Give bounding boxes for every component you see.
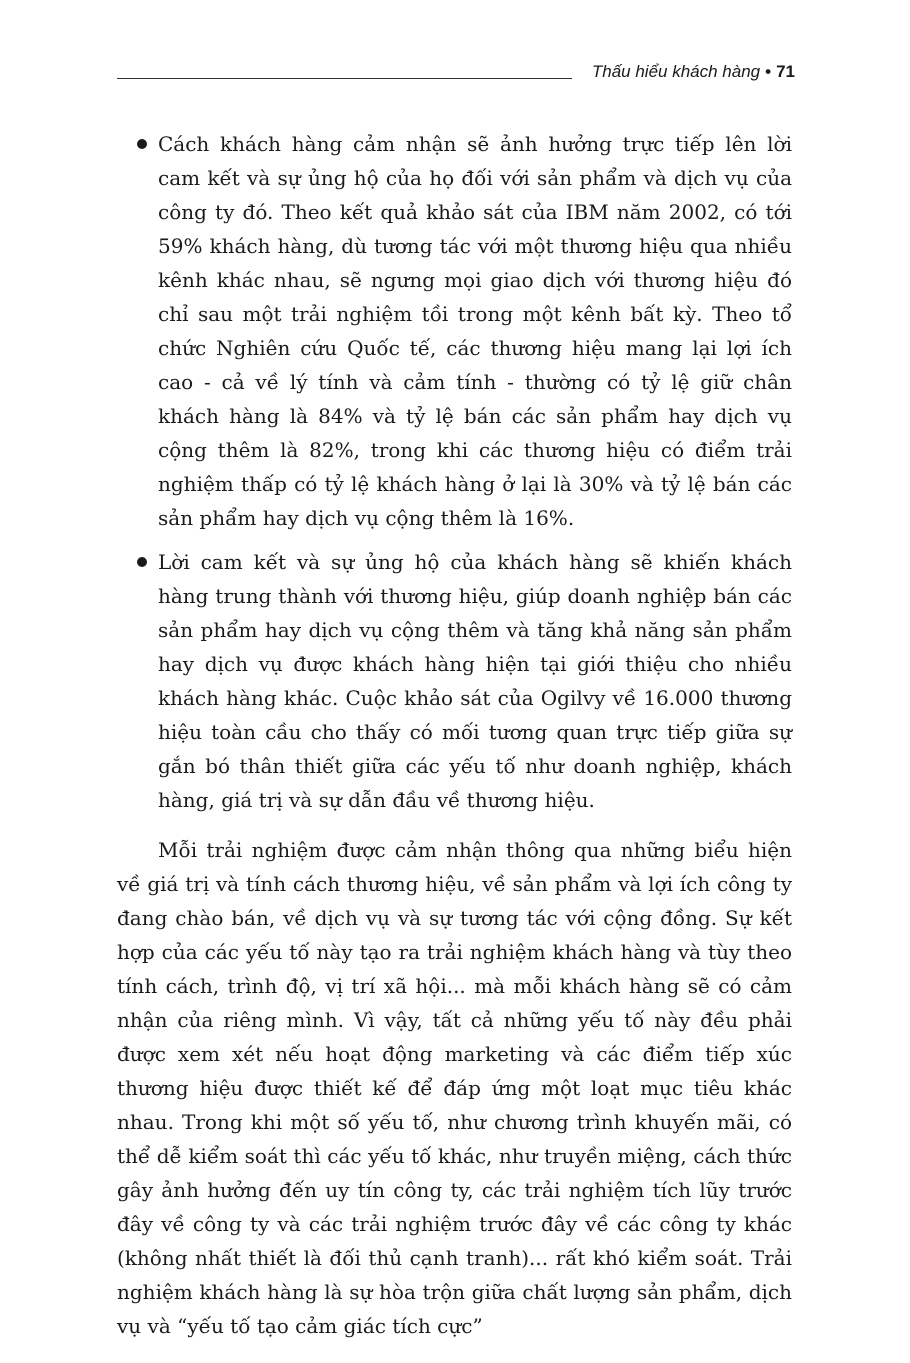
header-separator: • [765, 62, 772, 81]
bullet-icon [137, 139, 147, 149]
bullet-item-1 [117, 127, 792, 535]
running-header [117, 60, 795, 90]
body-paragraph: Mỗi trải nghiệm được cảm nhận thông qua những biểu hiện về giá trị và tính cách thương hiệu, về sản phẩm và lợi ích công ty đang chào bán, về dịch vụ và sự tương tác với cộng đồng. Sự kết hợp của các yếu tố này tạo ra trải nghiệm khách hàng và tùy theo tính cách, trình độ, vị trí xã hội... mà mỗi khách hàng sẽ có cảm nhận của riêng mình. Vì vậy, tất cả những yếu tố này đều phải được xem xét nếu hoạt động marketing và các điểm tiếp xúc thương hiệu được thiết kế để đáp ứng một loạt mục tiêu khác nhau. Trong khi một số yếu tố, như chương trình khuyến mãi, có thể dễ kiểm soát thì các yếu tố khác, như truyền miệng, cách thức gây ảnh hưởng đến uy tín công ty, các trải nghiệm tích lũy trước đây về công ty và các trải nghiệm trước đây về các công ty khác (không nhất thiết là đối thủ cạnh tranh)... rất khó kiểm soát. Trải nghiệm khách hàng là sự hòa trộn giữa chất lượng sản phẩm, dịch vụ và “yếu tố tạo cảm giác tích cực” [117, 838, 792, 1338]
bullet-text: Lời cam kết và sự ủng hộ của khách hàng sẽ khiến khách hàng trung thành với thương hiệu, giúp doanh nghiệp bán các sản phẩm hay dịch vụ cộng thêm và tăng khả năng sản phẩm hay dịch vụ được khách hàng hiện tại giới thiệu cho nhiều khách hàng khác. Cuộc khảo sát của Ogilvy về 16.000 thương hiệu toàn cầu cho thấy có mối tương quan trực tiếp giữa sự gắn bó thân thiết giữa các yếu tố như doanh nghiệp, khách hàng, giá trị và sự dẫn đầu về thương hiệu. [158, 550, 792, 812]
bullet-icon [137, 557, 147, 567]
header-title: Thấu hiểu khách hàng [591, 62, 761, 81]
bullet-list [117, 127, 792, 817]
bullet-text: Cách khách hàng cảm nhận sẽ ảnh hưởng trực tiếp lên lời cam kết và sự ủng hộ của họ đối với sản phẩm và dịch vụ của công ty đó. Theo kết quả khảo sát của IBM năm 2002, có tới 59% khách hàng, dù tương tác với một thương hiệu qua nhiều kênh khác nhau, sẽ ngưng mọi giao dịch với thương hiệu đó chỉ sau một trải nghiệm tồi trong một kênh bất kỳ. Theo tổ chức Nghiên cứu Quốc tế, các thương hiệu mang lại lợi ích cao - cả về lý tính và cảm tính - thường có tỷ lệ giữ chân khách hàng là 84% và tỷ lệ bán các sản phẩm hay dịch vụ cộng thêm là 82%, trong khi các thương hiệu có điểm trải nghiệm thấp có tỷ lệ khách hàng ở lại là 30% và tỷ lệ bán các sản phẩm hay dịch vụ cộng thêm là 16%. [158, 132, 792, 530]
header-text [592, 62, 795, 82]
page-body [117, 127, 792, 1343]
page-number: 71 [776, 62, 795, 81]
header-rule [117, 78, 572, 79]
bullet-item-2 [117, 545, 792, 817]
